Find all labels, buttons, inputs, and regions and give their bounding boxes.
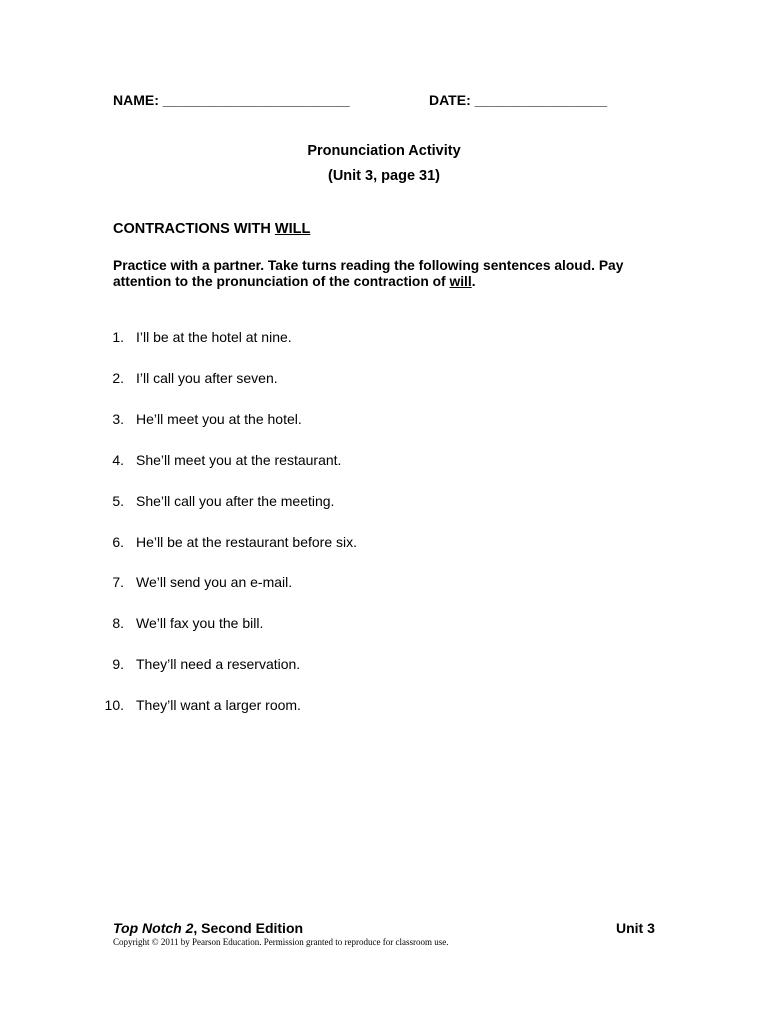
list-item-text: She’ll meet you at the restaurant.	[136, 451, 342, 468]
list-item-text: He’ll meet you at the hotel.	[136, 410, 302, 427]
list-item-text: We’ll send you an e-mail.	[136, 574, 293, 591]
list-item-number: 10.	[104, 697, 124, 714]
list-item	[0, 329, 768, 347]
page-title: Pronunciation Activity	[307, 143, 461, 159]
instructions-text: Practice with a partner. Take turns reading the following sentences aloud. Pay attention to the pronunciation of the contraction of	[113, 258, 624, 289]
date-field-label: DATE: _________________	[429, 92, 607, 108]
section-heading-keyword: WILL	[274, 221, 311, 237]
list-item-text: We’ll fax you the bill.	[136, 615, 264, 632]
list-item-text: I’ll call you after seven.	[136, 369, 278, 386]
book-title: Top Notch 2	[113, 920, 194, 936]
copyright-notice: Copyright © 2011 by Pearson Education. Permission granted to reproduce for classroom use.	[113, 937, 449, 947]
list-item	[0, 452, 768, 470]
instructions-end: .	[471, 274, 476, 289]
list-item	[0, 411, 768, 429]
list-item-number: 7.	[112, 574, 124, 591]
list-item-text: I’ll be at the hotel at nine.	[136, 329, 292, 345]
list-item-number: 8.	[112, 615, 124, 632]
list-item	[0, 534, 768, 552]
list-item-text: She’ll call you after the meeting.	[136, 492, 335, 509]
book-edition: , Second Edition	[193, 920, 304, 936]
list-item-number: 9.	[112, 656, 124, 673]
list-item	[0, 656, 768, 674]
list-item-text: He’ll be at the restaurant before six.	[136, 533, 358, 550]
list-item-number: 3.	[112, 410, 124, 427]
footer-book-title	[113, 920, 303, 936]
list-item	[0, 697, 768, 715]
page-subtitle: (Unit 3, page 31)	[328, 168, 440, 184]
instructions	[113, 258, 658, 290]
list-item-number: 6.	[112, 533, 124, 550]
list-item-text: They’ll want a larger room.	[136, 697, 301, 714]
list-item	[0, 493, 768, 511]
section-heading	[113, 221, 310, 237]
instructions-keyword: will	[449, 274, 472, 289]
list-item	[0, 574, 768, 592]
list-item	[0, 615, 768, 633]
footer-unit: Unit 3	[616, 920, 655, 936]
list-item-number: 1.	[112, 329, 124, 345]
section-heading-prefix: CONTRACTIONS WITH	[113, 221, 275, 237]
list-item-number: 4.	[112, 451, 124, 468]
list-item	[0, 370, 768, 388]
name-field-label: NAME: ________________________	[113, 92, 350, 108]
list-item-number: 5.	[112, 492, 124, 509]
list-item-text: They’ll need a reservation.	[136, 656, 301, 673]
list-item-number: 2.	[112, 369, 124, 386]
